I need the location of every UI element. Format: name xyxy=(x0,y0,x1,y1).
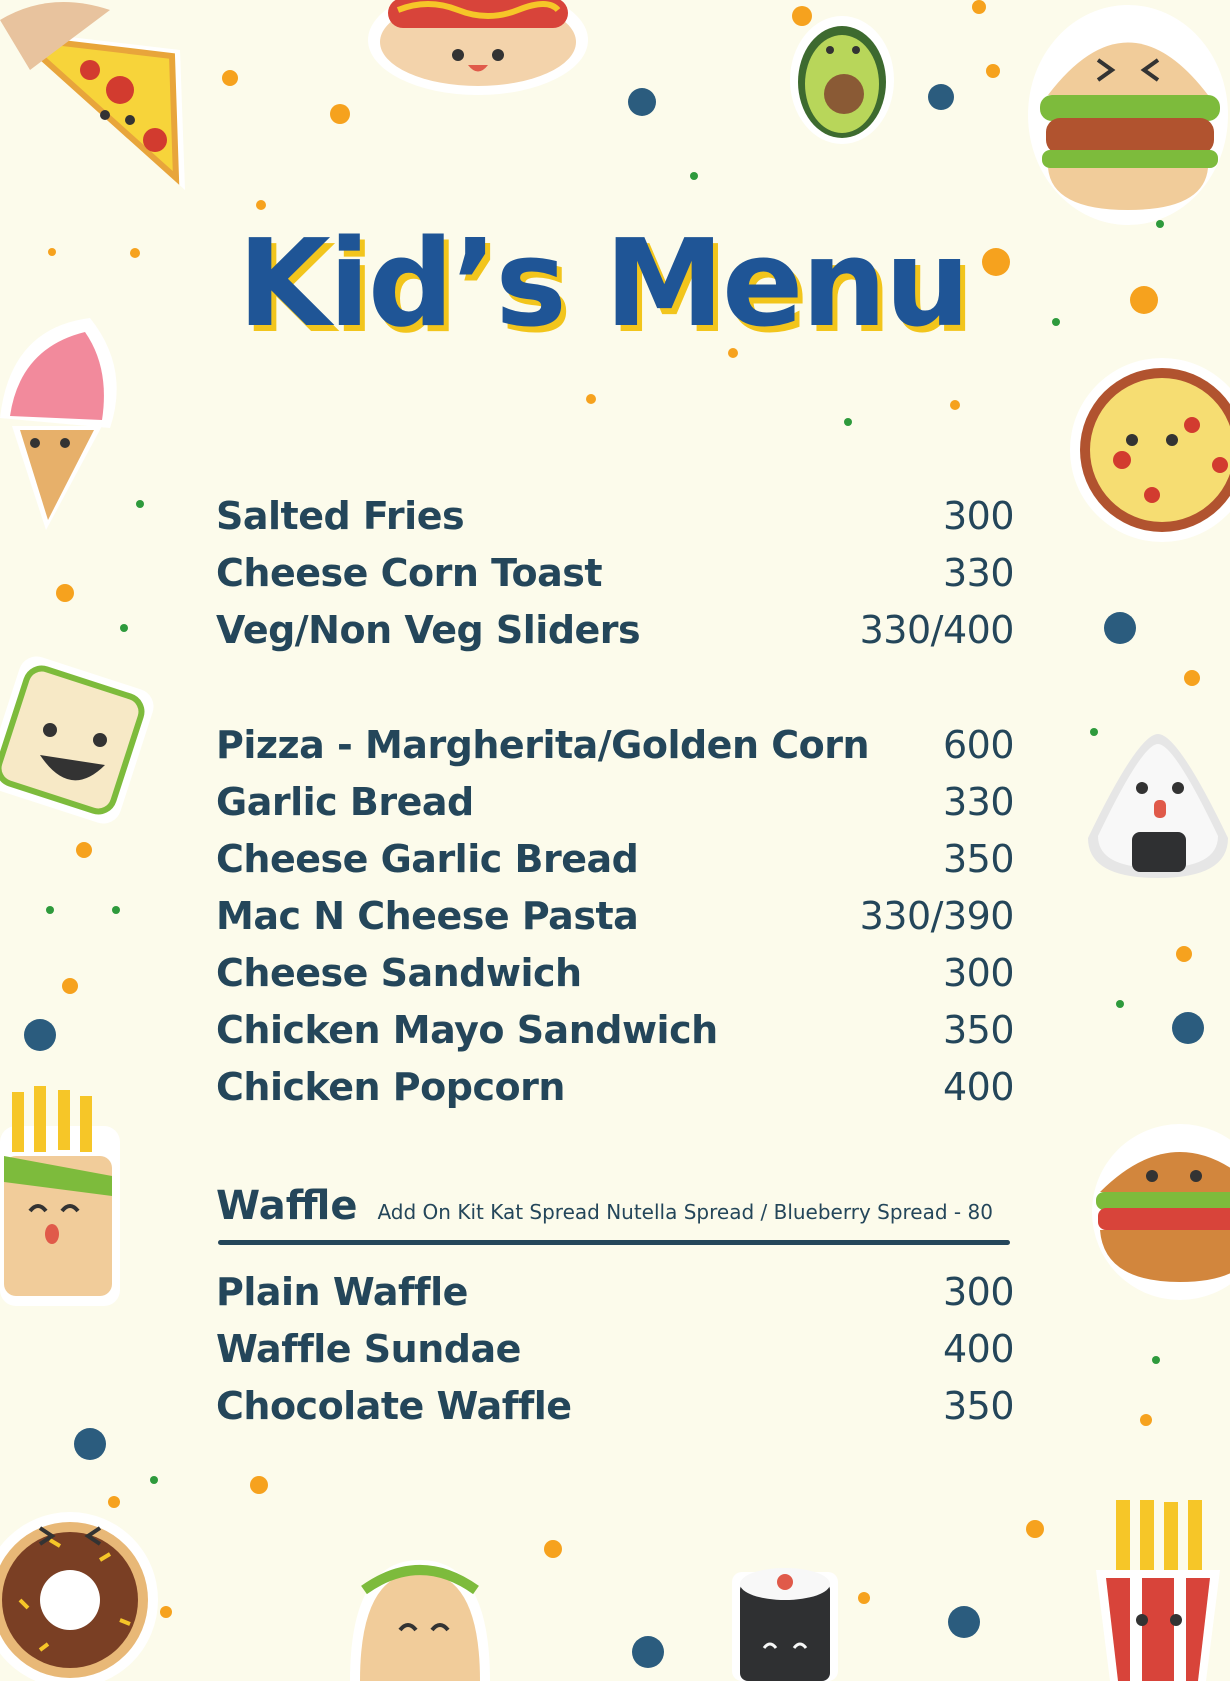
dot xyxy=(120,624,128,632)
dot xyxy=(222,70,238,86)
dot xyxy=(628,88,656,116)
menu-row xyxy=(216,608,1014,665)
dot xyxy=(844,418,852,426)
waffle-addon-note: Add On Kit Kat Spread Nutella Spread / Blueberry Spread - 80 xyxy=(377,1200,993,1224)
dot xyxy=(150,1476,158,1484)
item-name: Salted Fries xyxy=(216,494,465,538)
menu-row xyxy=(216,494,1014,551)
dot xyxy=(112,906,120,914)
item-name: Cheese Corn Toast xyxy=(216,551,603,595)
waffle-heading: Waffle xyxy=(216,1183,358,1229)
burger-icon xyxy=(1080,1112,1230,1302)
item-name: Chicken Popcorn xyxy=(216,1065,565,1109)
item-price: 330/400 xyxy=(859,608,1014,652)
section-divider xyxy=(218,1240,1010,1245)
item-name: Cheese Garlic Bread xyxy=(216,837,639,881)
dot xyxy=(858,1592,870,1604)
round-pizza-icon xyxy=(1062,355,1230,555)
menu-row xyxy=(216,837,1014,894)
dot xyxy=(1140,1414,1152,1426)
menu-section-snacks xyxy=(216,494,1014,665)
donut-icon xyxy=(0,1500,170,1681)
item-price: 350 xyxy=(942,1384,1014,1428)
dot xyxy=(74,1428,106,1460)
dot xyxy=(250,1476,268,1494)
item-price: 300 xyxy=(942,494,1014,538)
menu-row xyxy=(216,780,1014,837)
dot xyxy=(544,1540,562,1558)
avocado-icon xyxy=(782,8,902,148)
menu-title: Kid’s Menu xyxy=(237,215,969,354)
fries-icon xyxy=(1086,1500,1230,1681)
menu-row xyxy=(216,1327,1014,1384)
item-name: Chicken Mayo Sandwich xyxy=(216,1008,718,1052)
menu-row xyxy=(216,723,1014,780)
burger-icon xyxy=(1018,0,1230,230)
dot xyxy=(1116,1000,1124,1008)
item-price: 400 xyxy=(942,1065,1014,1109)
menu-row xyxy=(216,1065,1014,1122)
item-price: 400 xyxy=(942,1327,1014,1371)
item-name: Veg/Non Veg Sliders xyxy=(216,608,641,652)
dot xyxy=(256,200,266,210)
item-price: 600 xyxy=(942,723,1014,767)
menu-row xyxy=(216,894,1014,951)
dot xyxy=(1104,612,1136,644)
dot xyxy=(950,400,960,410)
item-price: 330 xyxy=(942,780,1014,824)
menu-row xyxy=(216,551,1014,608)
menu-row xyxy=(216,1384,1014,1441)
pizza-slice-icon xyxy=(0,0,210,200)
item-price: 350 xyxy=(942,1008,1014,1052)
onigiri-icon xyxy=(1078,728,1230,888)
item-price: 330/390 xyxy=(859,894,1014,938)
dot xyxy=(972,0,986,14)
dot xyxy=(586,394,596,404)
dot xyxy=(928,84,954,110)
dot xyxy=(24,1019,56,1051)
item-name: Garlic Bread xyxy=(216,780,474,824)
dot xyxy=(1172,1012,1204,1044)
dot xyxy=(56,584,74,602)
item-name: Mac N Cheese Pasta xyxy=(216,894,639,938)
dot xyxy=(62,978,78,994)
menu-row xyxy=(216,1008,1014,1065)
item-name: Cheese Sandwich xyxy=(216,951,582,995)
dot xyxy=(632,1636,664,1668)
item-name: Pizza - Margherita/Golden Corn xyxy=(216,723,870,767)
item-name: Chocolate Waffle xyxy=(216,1384,572,1428)
item-price: 350 xyxy=(942,837,1014,881)
item-name: Waffle Sundae xyxy=(216,1327,521,1371)
dot xyxy=(330,104,350,124)
dot xyxy=(1026,1520,1044,1538)
menu-row xyxy=(216,1270,1014,1327)
sushi-roll-icon xyxy=(730,1552,840,1681)
dot xyxy=(690,172,698,180)
dot xyxy=(76,842,92,858)
item-price: 330 xyxy=(942,551,1014,595)
dot xyxy=(1184,670,1200,686)
burrito-icon xyxy=(0,1086,130,1306)
hotdog-icon xyxy=(358,0,598,100)
dot xyxy=(136,500,144,508)
dot xyxy=(1176,946,1192,962)
menu-section-mains xyxy=(216,723,1014,1122)
dot xyxy=(46,906,54,914)
taco-icon xyxy=(340,1550,500,1681)
item-price: 300 xyxy=(942,1270,1014,1314)
dot xyxy=(948,1606,980,1638)
item-name: Plain Waffle xyxy=(216,1270,468,1314)
waffle-section-header xyxy=(216,1183,1016,1229)
item-price: 300 xyxy=(942,951,1014,995)
menu-row xyxy=(216,951,1014,1008)
dot xyxy=(1152,1356,1160,1364)
menu-section-waffles xyxy=(216,1270,1014,1441)
sandwich-icon xyxy=(0,650,160,830)
dot xyxy=(986,64,1000,78)
